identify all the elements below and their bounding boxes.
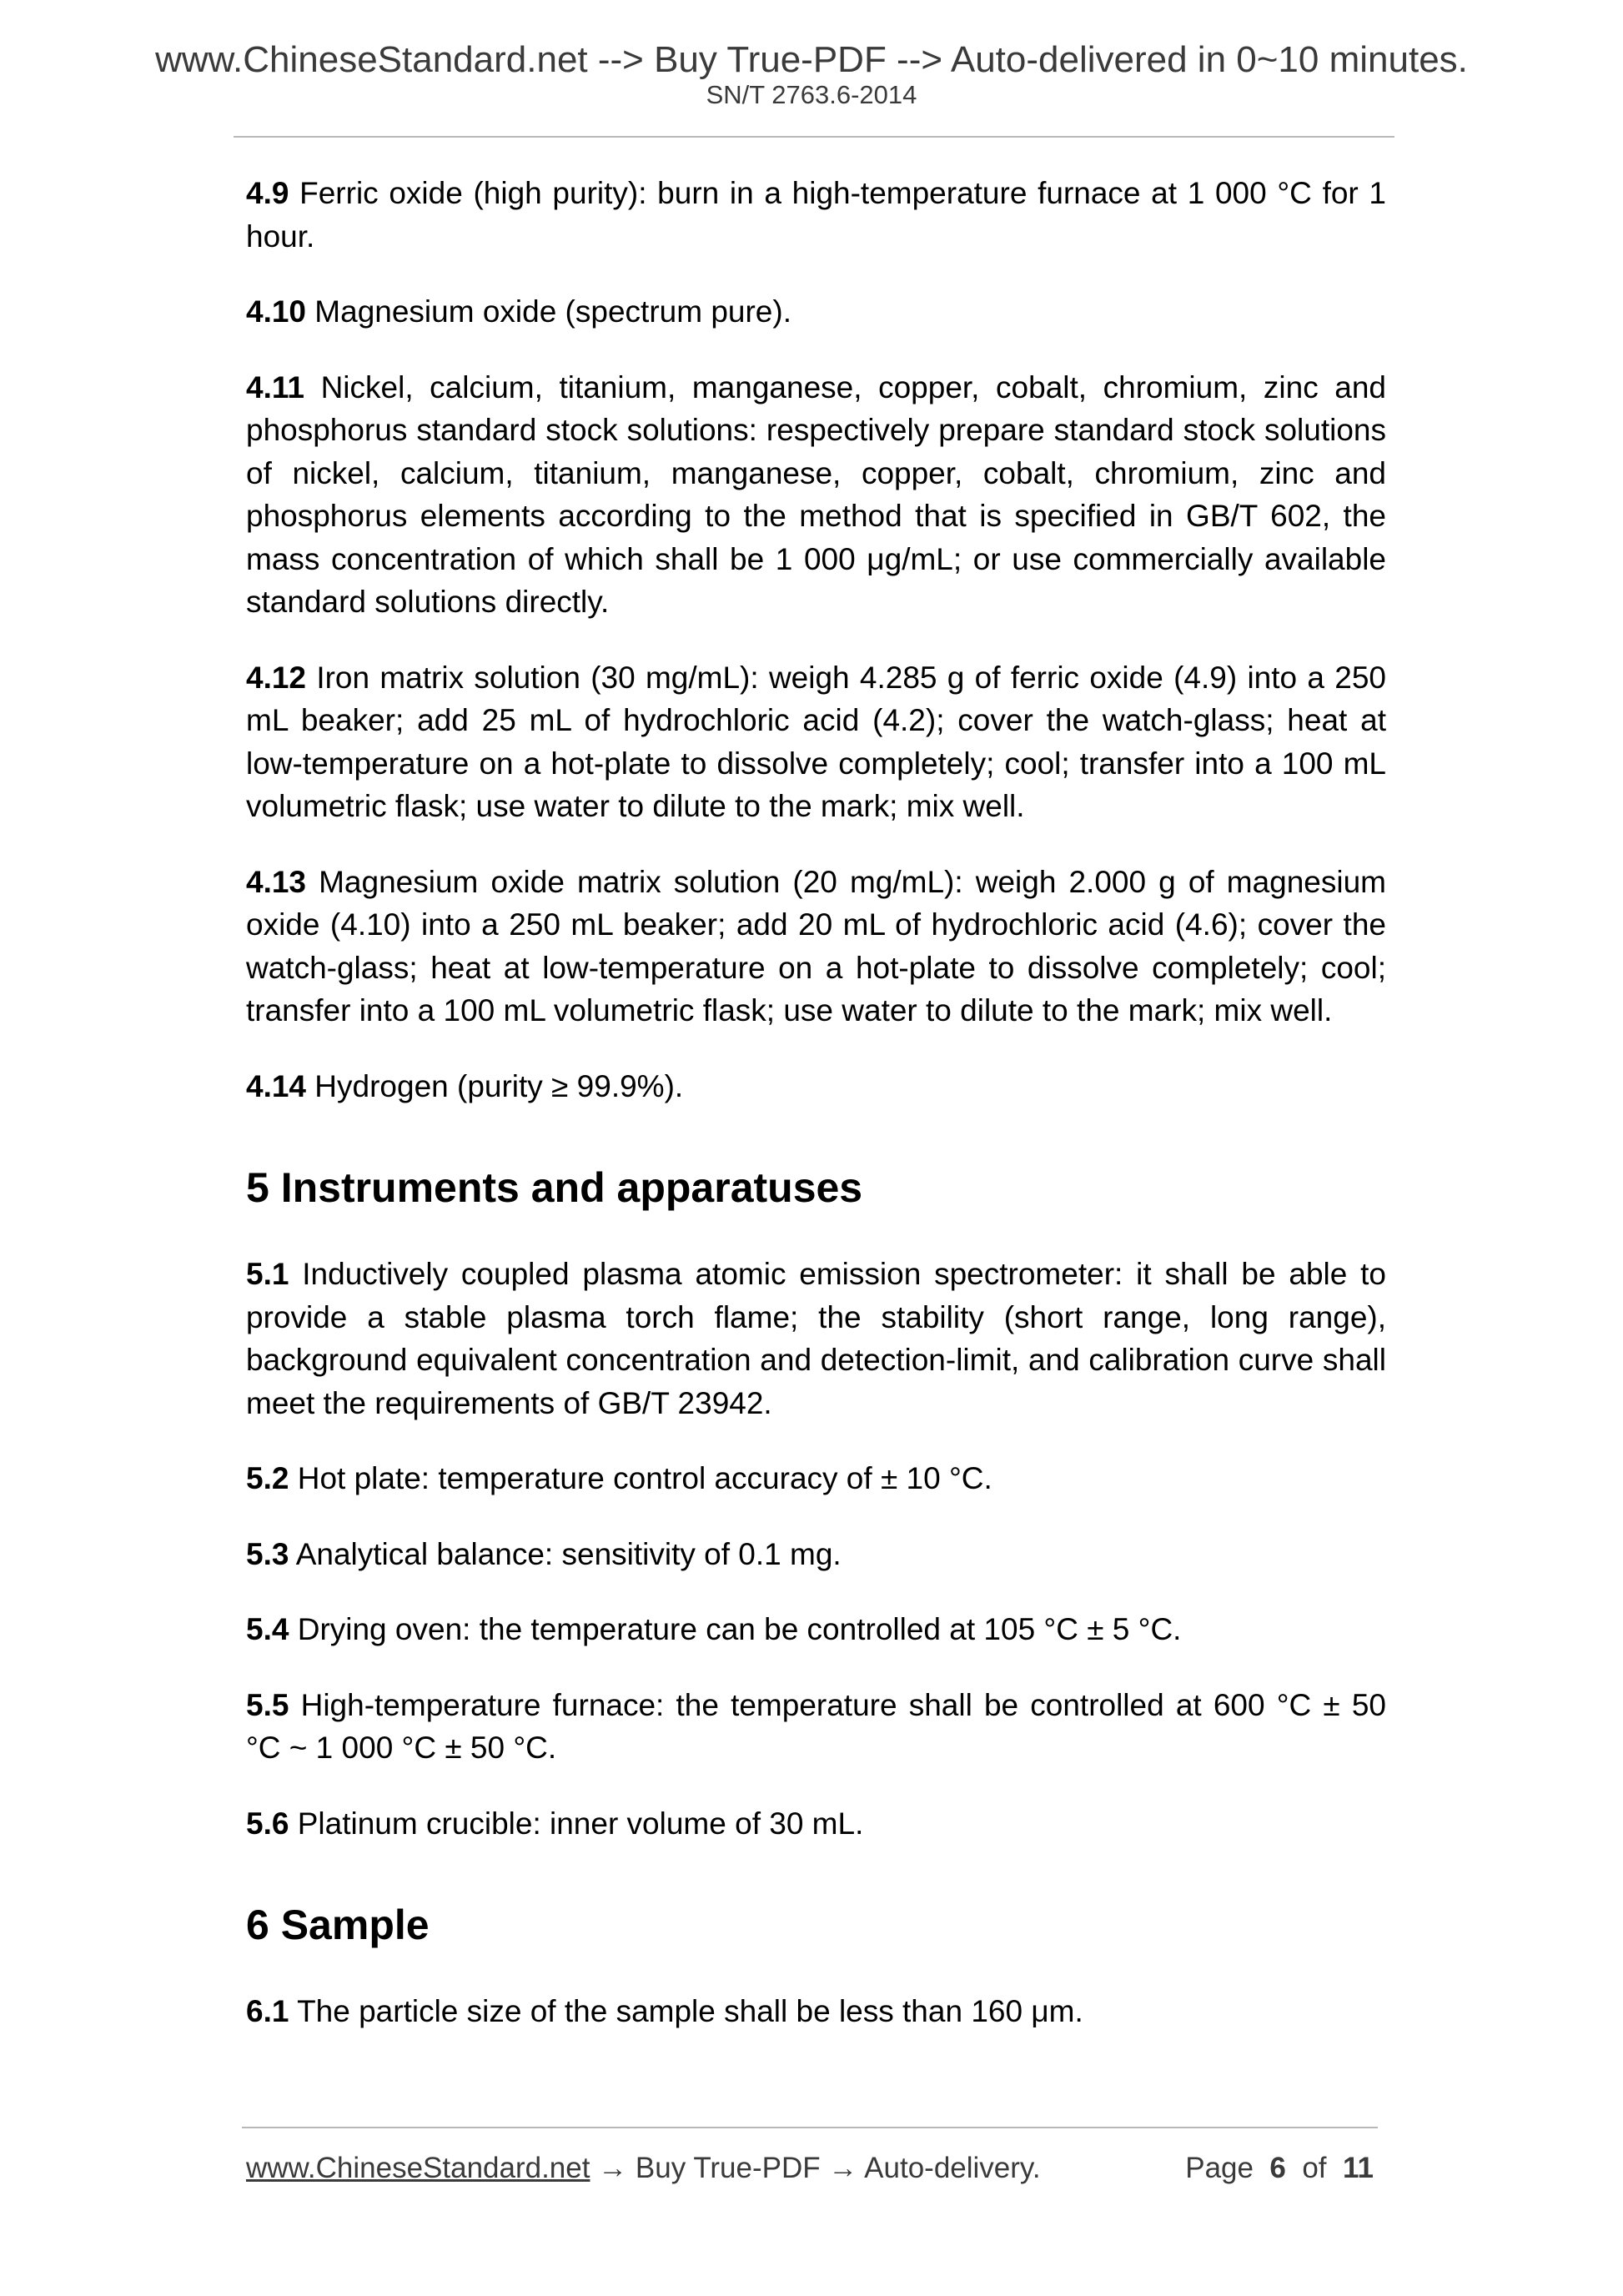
clause-paragraph — [246, 1065, 1386, 1108]
site-link[interactable]: www.ChineseStandard.net — [246, 2152, 590, 2184]
clause-text: Magnesium oxide (spectrum pure). — [314, 294, 791, 329]
page-footer — [246, 2152, 1374, 2185]
header-divider — [234, 136, 1394, 138]
document-body — [246, 172, 1386, 2066]
clause-number: 4.14 — [246, 1068, 307, 1103]
clause-paragraph — [246, 1533, 1386, 1576]
footer-divider — [242, 2127, 1378, 2128]
clause-paragraph — [246, 366, 1386, 624]
clause-number: 5.2 — [246, 1461, 289, 1495]
clause-text: Iron matrix solution (30 mg/mL): weigh 4.285 g of ferric oxide (4.9) into a 250 mL beaker; add 25 mL of hydrochloric acid (4.2); cover the watch-glass; heat at low-temperature on a hot-plate to dissolve completely; cool; transfer into a 100 mL volumetric flask; use water to dilute to the mark; mix well. — [246, 660, 1386, 823]
clause-text: The particle size of the sample shall be less than 160 μm. — [297, 1994, 1083, 2028]
clause-text: Hydrogen (purity ≥ 99.9%). — [314, 1068, 684, 1103]
clause-number: 6.1 — [246, 1994, 289, 2028]
section-heading: 6 Sample — [246, 1902, 430, 1948]
clause-text: Inductively coupled plasma atomic emission spectrometer: it shall be able to provide a stable plasma torch flame; the stability (short range, long range), background equivalent concentration and detection-limit, and calibration curve shall meet the requirements of GB/T 23942. — [246, 1257, 1387, 1420]
clause-paragraph — [246, 172, 1386, 258]
clause-number: 4.10 — [246, 294, 307, 329]
site-banner: www.ChineseStandard.net --> Buy True-PDF --> Auto-delivered in 0~10 minutes. — [155, 39, 1468, 80]
page-current: 6 — [1269, 2152, 1286, 2184]
standard-code: SN/T 2763.6-2014 — [706, 80, 917, 109]
clause-text: Analytical balance: sensitivity of 0.1 mg. — [295, 1536, 842, 1571]
clause-paragraph — [246, 861, 1386, 1032]
clause-paragraph — [246, 1608, 1386, 1651]
clause-paragraph — [246, 1802, 1386, 1846]
page-of: of — [1302, 2152, 1327, 2184]
clause-number: 4.13 — [246, 864, 307, 899]
clause-number: 5.5 — [246, 1687, 289, 1722]
clause-paragraph — [246, 656, 1386, 828]
clause-text: Hot plate: temperature control accuracy of ± 10 °C. — [297, 1461, 992, 1495]
clause-text: Nickel, calcium, titanium, manganese, copper, cobalt, chromium, zinc and phosphorus standard stock solutions: respectively prepare standard stock solutions of nickel, calcium, titanium, manganese, copper, cobalt, chromium, zinc and phosphorus elements according to the method that is specified in GB/T 602, the mass concentration of which shall be 1 000 μg/mL; or use commercially available standard solutions directly. — [246, 369, 1387, 619]
page-label: Page — [1185, 2152, 1254, 2184]
clause-text: Magnesium oxide matrix solution (20 mg/mL): weigh 2.000 g of magnesium oxide (4.10) into a 250 mL beaker; add 20 mL of hydrochloric acid (4.6); cover the watch-glass; heat at low-temperature on a hot-plate to dissolve completely; cool; transfer into a 100 mL volumetric flask; use water to dilute to the mark; mix well. — [246, 864, 1387, 1027]
clause-text: Ferric oxide (high purity): burn in a high-temperature furnace at 1 000 °C for 1 hour. — [246, 176, 1387, 254]
footer-tagline: → Buy True-PDF → Auto-delivery. — [590, 2152, 1041, 2184]
clause-text: High-temperature furnace: the temperature shall be controlled at 600 °C ± 50 °C ~ 1 000 °C ± 50 °C. — [246, 1687, 1386, 1765]
clause-number: 4.11 — [246, 369, 304, 404]
clause-number: 5.6 — [246, 1806, 289, 1841]
clause-number: 5.3 — [246, 1536, 289, 1571]
clause-paragraph — [246, 1684, 1386, 1770]
page-indicator — [1185, 2152, 1374, 2185]
clause-text: Platinum crucible: inner volume of 30 mL. — [297, 1806, 864, 1841]
clause-number: 4.12 — [246, 660, 307, 695]
clause-paragraph — [246, 1253, 1386, 1424]
clause-number: 5.4 — [246, 1612, 289, 1646]
clause-number: 4.9 — [246, 176, 289, 210]
clause-paragraph — [246, 1457, 1386, 1500]
section-heading: 5 Instruments and apparatuses — [246, 1164, 863, 1211]
clause-number: 5.1 — [246, 1257, 289, 1291]
clause-paragraph — [246, 290, 1386, 334]
clause-paragraph — [246, 1990, 1386, 2033]
clause-text: Drying oven: the temperature can be controlled at 105 °C ± 5 °C. — [297, 1612, 1182, 1646]
page-total: 11 — [1343, 2152, 1374, 2184]
